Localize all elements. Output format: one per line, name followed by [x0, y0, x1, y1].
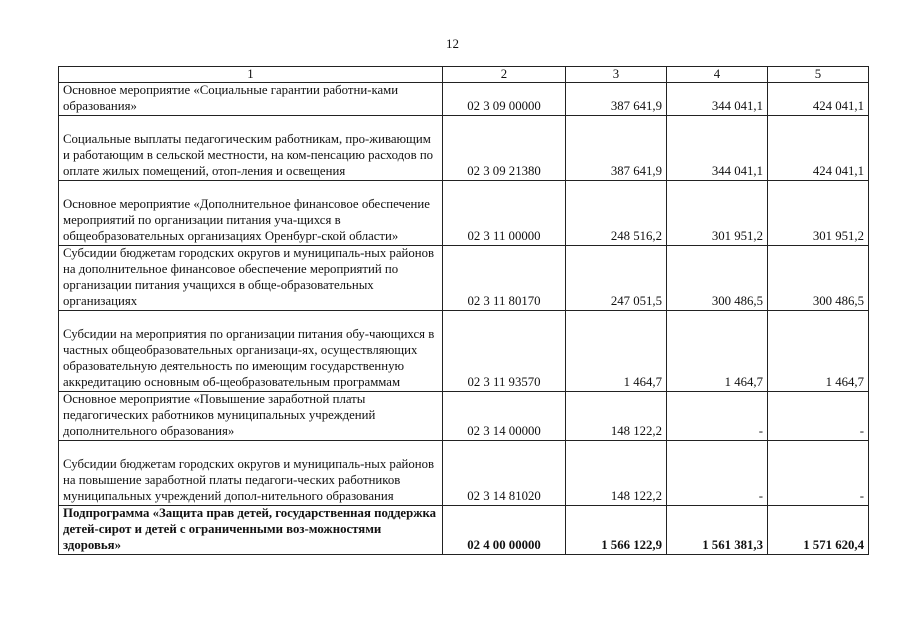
row-value-col4: - — [667, 441, 768, 506]
row-value-col4: - — [667, 392, 768, 441]
table-row — [59, 181, 869, 246]
row-code: 02 3 11 80170 — [443, 246, 566, 311]
column-header-4: 4 — [667, 67, 768, 83]
row-code: 02 3 09 00000 — [443, 83, 566, 116]
row-description: Основное мероприятие «Дополнительное финансовое обеспечение мероприятий по организации питания уча-щихся в общеобразовательных организациях Оренбург-ской области» — [59, 181, 443, 246]
row-value-col5: - — [768, 392, 869, 441]
row-code: 02 3 11 00000 — [443, 181, 566, 246]
row-code: 02 3 09 21380 — [443, 116, 566, 181]
row-value-col4: 301 951,2 — [667, 181, 768, 246]
column-header-5: 5 — [768, 67, 869, 83]
row-value-col3: 1 464,7 — [566, 311, 667, 392]
page-number: 12 — [446, 36, 459, 51]
row-value-col3: 148 122,2 — [566, 441, 667, 506]
table-row — [59, 246, 869, 311]
row-description: Основное мероприятие «Повышение заработной платы педагогических работников муниципальных учреждений дополнительного образования» — [59, 392, 443, 441]
row-code: 02 3 11 93570 — [443, 311, 566, 392]
row-value-col3: 148 122,2 — [566, 392, 667, 441]
row-value-col4: 1 561 381,3 — [667, 506, 768, 555]
row-value-col3: 387 641,9 — [566, 116, 667, 181]
row-code: 02 3 14 00000 — [443, 392, 566, 441]
row-value-col4: 300 486,5 — [667, 246, 768, 311]
column-header-2: 2 — [443, 67, 566, 83]
row-value-col3: 387 641,9 — [566, 83, 667, 116]
table-header-row — [59, 67, 869, 83]
row-code: 02 3 14 81020 — [443, 441, 566, 506]
table-row — [59, 116, 869, 181]
table-row — [59, 83, 869, 116]
row-description: Подпрограмма «Защита прав детей, государственная поддержка детей-сирот и детей с ограниченными воз-можностями здоровья» — [59, 506, 443, 555]
row-value-col4: 344 041,1 — [667, 83, 768, 116]
row-description: Основное мероприятие «Социальные гарантии работни-ками образования» — [59, 83, 443, 116]
row-description: Субсидии бюджетам городских округов и муниципаль-ных районов на повышение заработной платы педагоги-ческих работников муниципальных учреждений допол-нительного образования — [59, 441, 443, 506]
budget-table — [58, 66, 869, 555]
column-header-1: 1 — [59, 67, 443, 83]
row-value-col5: 424 041,1 — [768, 83, 869, 116]
row-code: 02 4 00 00000 — [443, 506, 566, 555]
row-value-col3: 248 516,2 — [566, 181, 667, 246]
row-value-col4: 1 464,7 — [667, 311, 768, 392]
row-description: Субсидии на мероприятия по организации питания обу-чающихся в частных общеобразовательных организаци-ях, осуществляющих образовательную деятельность по имеющим государственную аккредитацию основным об-щеобразовательным программам — [59, 311, 443, 392]
row-value-col3: 247 051,5 — [566, 246, 667, 311]
row-description: Субсидии бюджетам городских округов и муниципаль-ных районов на дополнительное финансовое обеспечение мероприятий по организации питания учащихся в обще-образовательных организациях — [59, 246, 443, 311]
row-value-col5: - — [768, 441, 869, 506]
row-value-col5: 1 571 620,4 — [768, 506, 869, 555]
table-row-subprogram — [59, 506, 869, 555]
row-value-col5: 1 464,7 — [768, 311, 869, 392]
row-value-col3: 1 566 122,9 — [566, 506, 667, 555]
row-description: Социальные выплаты педагогическим работникам, про-живающим и работающим в сельской местности, на ком-пенсацию расходов по оплате жилых помещений, отоп-ления и освещения — [59, 116, 443, 181]
table-row — [59, 311, 869, 392]
row-value-col4: 344 041,1 — [667, 116, 768, 181]
table-row — [59, 392, 869, 441]
row-value-col5: 301 951,2 — [768, 181, 869, 246]
column-header-3: 3 — [566, 67, 667, 83]
table-row — [59, 441, 869, 506]
row-value-col5: 424 041,1 — [768, 116, 869, 181]
row-value-col5: 300 486,5 — [768, 246, 869, 311]
